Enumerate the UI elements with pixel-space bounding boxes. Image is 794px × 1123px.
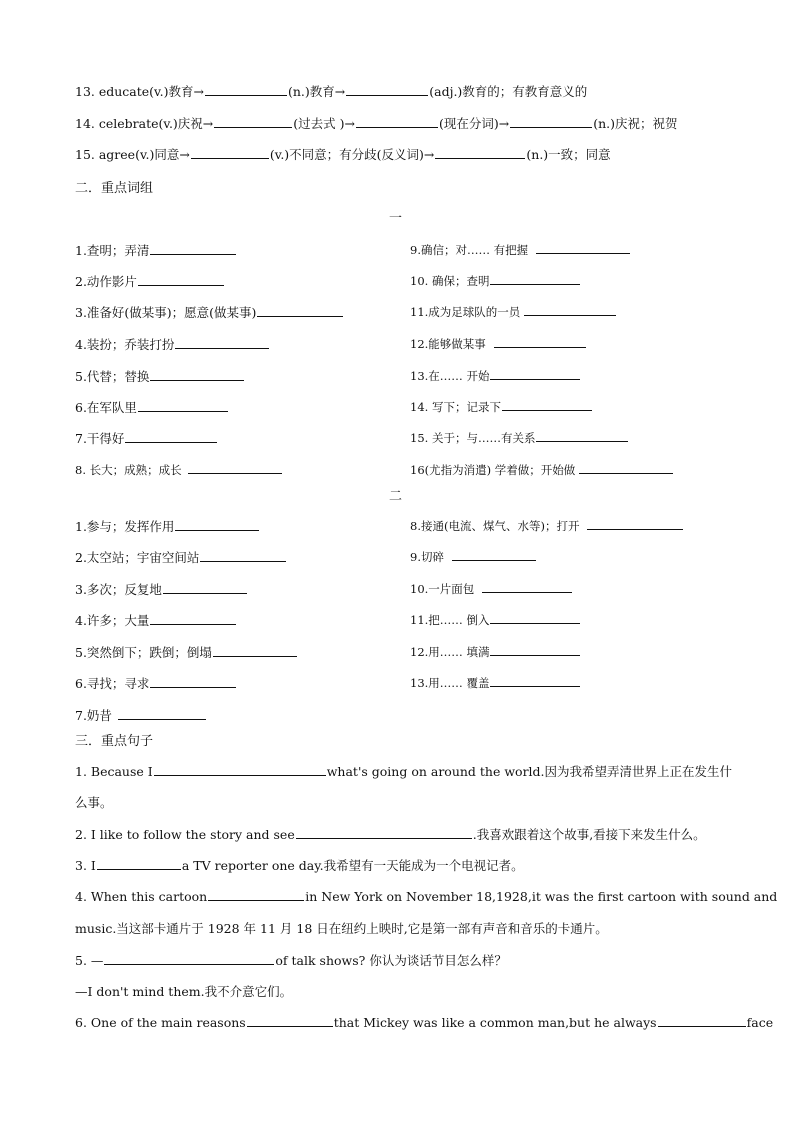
answer-blank[interactable]	[205, 83, 287, 96]
section-heading-phrases: 二．重点词组	[75, 181, 154, 196]
sentence-4-cont: music.当这部卡通片于 1928 年 11 月 18 日在纽约上映时,它是第一部有声音和音乐的卡通片。	[75, 921, 608, 936]
answer-blank[interactable]	[175, 336, 269, 349]
answer-blank[interactable]	[435, 146, 525, 159]
phrase-item: 10.一片面包	[410, 580, 573, 597]
word-form-14	[75, 114, 678, 132]
phrase-item: 1.查明；弄清	[75, 241, 237, 259]
answer-blank[interactable]	[536, 429, 628, 442]
phrase-item: 9.确信；对…… 有把握	[410, 241, 631, 258]
phrase-item: 15. 关于；与……有关系	[410, 429, 629, 446]
wf13-part3: (adj.)教育的；有教育意义的	[429, 84, 588, 99]
answer-blank[interactable]	[452, 548, 536, 561]
sentence-1-cont: 么事。	[75, 795, 113, 810]
answer-blank[interactable]	[150, 612, 236, 625]
answer-blank[interactable]	[208, 888, 304, 901]
phrase-item: 9.切碎	[410, 548, 537, 565]
answer-blank[interactable]	[175, 518, 259, 531]
answer-blank[interactable]	[482, 580, 572, 593]
answer-blank[interactable]	[118, 707, 206, 720]
phrase-item: 16(尤指为消遣) 学着做；开始做	[410, 461, 674, 478]
answer-blank[interactable]	[346, 83, 428, 96]
phrase-item: 12.能够做某事	[410, 335, 587, 352]
wf15-part3: (n.)一致；同意	[526, 147, 611, 162]
answer-blank[interactable]	[188, 461, 282, 474]
phrase-item: 5.代替；替换	[75, 367, 245, 385]
sentence-1: 1. Because I what's going on around the world.因为我希望弄清世界上正在发生什	[75, 764, 733, 779]
answer-blank[interactable]	[97, 857, 181, 870]
sentence-5-reply: —I don't mind them.我不介意它们。	[75, 984, 293, 999]
phrase-item: 11.成为足球队的一员	[410, 303, 617, 320]
phrase-item: 6.寻找；寻求	[75, 674, 237, 692]
answer-blank[interactable]	[536, 241, 630, 254]
answer-blank[interactable]	[247, 1014, 333, 1027]
phrase-item: 12.用…… 填满	[410, 643, 581, 660]
answer-blank[interactable]	[494, 335, 586, 348]
phrase-item: 1.参与；发挥作用	[75, 517, 260, 535]
answer-blank[interactable]	[214, 115, 292, 128]
phrase-item: 3.准备好(做某事)；愿意(做某事)	[75, 303, 344, 321]
answer-blank[interactable]	[579, 461, 673, 474]
answer-blank[interactable]	[296, 826, 472, 839]
group-marker-one: 一	[389, 211, 403, 226]
sentence-6: 6. One of the main reasons that Mickey was like a common man,but he always face	[75, 1015, 774, 1030]
answer-blank[interactable]	[150, 675, 236, 688]
sentence-4: 4. When this cartoon in New York on November 18,1928,it was the first cartoon with sound and	[75, 889, 778, 904]
phrase-item: 8. 长大；成熟；成长	[75, 461, 283, 478]
word-form-13	[75, 82, 587, 100]
answer-blank[interactable]	[104, 952, 274, 965]
answer-blank[interactable]	[257, 304, 343, 317]
answer-blank[interactable]	[490, 611, 580, 624]
group-marker-two: 二	[389, 489, 403, 504]
answer-blank[interactable]	[200, 549, 286, 562]
sentence-2: 2. I like to follow the story and see .我喜欢跟着这个故事,看接下来发生什么。	[75, 827, 706, 842]
answer-blank[interactable]	[154, 763, 326, 776]
phrase-item: 11.把…… 倒入	[410, 611, 581, 628]
phrase-item: 13.用…… 覆盖	[410, 674, 581, 691]
wf13-part1: 13. educate(v.)教育→	[75, 84, 204, 99]
wf15-part2: (v.)不同意；有分歧(反义词)→	[269, 147, 435, 162]
answer-blank[interactable]	[658, 1014, 746, 1027]
answer-blank[interactable]	[524, 303, 616, 316]
answer-blank[interactable]	[163, 581, 247, 594]
answer-blank[interactable]	[356, 115, 438, 128]
answer-blank[interactable]	[490, 674, 580, 687]
answer-blank[interactable]	[490, 272, 580, 285]
wf14-part1: 14. celebrate(v.)庆祝→	[75, 116, 214, 131]
phrase-item: 10. 确保；查明	[410, 272, 581, 289]
answer-blank[interactable]	[125, 430, 217, 443]
answer-blank[interactable]	[150, 368, 244, 381]
phrase-item: 3.多次；反复地	[75, 580, 248, 598]
phrase-item: 5.突然倒下；跌倒；倒塌	[75, 643, 298, 661]
phrase-item: 4.许多；大量	[75, 611, 237, 629]
phrase-item: 2.太空站；宇宙空间站	[75, 548, 287, 566]
answer-blank[interactable]	[138, 273, 224, 286]
answer-blank[interactable]	[502, 398, 592, 411]
phrase-item: 7.干得好	[75, 429, 218, 447]
word-form-15	[75, 145, 611, 163]
phrase-item: 4.装扮；乔装打扮	[75, 335, 270, 353]
answer-blank[interactable]	[191, 146, 269, 159]
wf14-part3: (现在分词)→	[438, 116, 510, 131]
answer-blank[interactable]	[213, 644, 297, 657]
answer-blank[interactable]	[150, 242, 236, 255]
section-heading-sentences: 三．重点句子	[75, 734, 154, 749]
sentence-3: 3. I a TV reporter one day.我希望有一天能成为一个电视记者。	[75, 858, 524, 873]
wf14-part2: (过去式 )→	[293, 116, 355, 131]
answer-blank[interactable]	[138, 399, 228, 412]
sentence-5: 5. — of talk shows? 你认为谈话节目怎么样？	[75, 953, 507, 968]
phrase-item: 2.动作影片	[75, 272, 225, 290]
phrase-item: 6.在军队里	[75, 398, 229, 416]
wf13-part2: (n.)教育→	[287, 84, 346, 99]
phrase-item: 7.奶昔	[75, 706, 207, 724]
phrase-item: 13.在…… 开始	[410, 367, 581, 384]
wf15-part1: 15. agree(v.)同意→	[75, 147, 190, 162]
wf14-part4: (n.)庆祝；祝贺	[593, 116, 678, 131]
answer-blank[interactable]	[490, 643, 580, 656]
answer-blank[interactable]	[587, 517, 683, 530]
phrase-item: 8.接通(电流、煤气、水等)；打开	[410, 517, 684, 534]
answer-blank[interactable]	[510, 115, 592, 128]
answer-blank[interactable]	[490, 367, 580, 380]
phrase-item: 14. 写下；记录下	[410, 398, 593, 415]
